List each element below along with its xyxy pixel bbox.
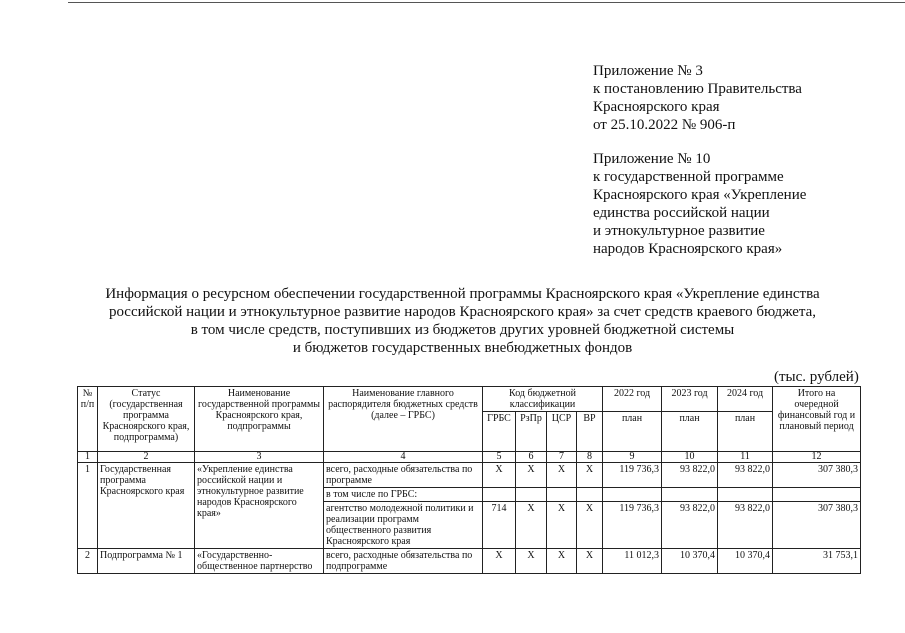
document-title [90, 285, 835, 357]
cell-empty [603, 488, 662, 502]
cell-empty [718, 488, 773, 502]
header-2022: 2022 год [603, 387, 662, 412]
cell-vr: X [577, 502, 603, 549]
cell-vr: X [577, 549, 603, 574]
cell-empty [773, 488, 861, 502]
cell-vr: X [577, 463, 603, 488]
cell-empty [483, 488, 516, 502]
cell-2023: 10 370,4 [662, 549, 718, 574]
column-number: 4 [324, 452, 483, 463]
header-rzpr: РзПр [516, 412, 547, 452]
cell-empty [516, 488, 547, 502]
column-number: 12 [773, 452, 861, 463]
cell-grbs: X [483, 549, 516, 574]
title-line: Информация о ресурсном обеспечении государственной программы Красноярского края «Укрепление единства [105, 286, 820, 302]
title-line: в том числе средств, поступивших из бюджетов других уровней бюджетной системы [190, 322, 735, 338]
cell-empty [547, 488, 577, 502]
header-plan-2022: план [603, 412, 662, 452]
cell-rzpr: X [516, 502, 547, 549]
column-number: 2 [98, 452, 195, 463]
row-name: «Укрепление единства российской нации и этнокультурное развитие народов Красноярского края» [195, 463, 324, 549]
annex-3-line: Приложение № 3 [593, 63, 703, 79]
cell-2023: 93 822,0 [662, 502, 718, 549]
annex-10-line: народов Красноярского края» [593, 241, 783, 257]
column-number: 8 [577, 452, 603, 463]
cell-csr: X [547, 502, 577, 549]
cell-total: 307 380,3 [773, 502, 861, 549]
header-plan-2024: план [718, 412, 773, 452]
annex-3-block [593, 62, 802, 134]
header-total: Итого на очередной финансовый год и плановый период [773, 387, 861, 452]
header-2024: 2024 год [718, 387, 773, 412]
title-line: российской нации и этнокультурное развитие народов Красноярского края» за счет средств краевого бюджета, [108, 304, 817, 320]
header-grbs: ГРБС [483, 412, 516, 452]
resource-table [77, 386, 861, 574]
cell-csr: X [547, 549, 577, 574]
column-number: 7 [547, 452, 577, 463]
page-top-border [68, 2, 905, 3]
annex-10-line: Приложение № 10 [593, 151, 711, 167]
row-status: Подпрограмма № 1 [98, 549, 195, 574]
annex-3-line: от 25.10.2022 № 906-п [593, 117, 736, 133]
cell-grbs: X [483, 463, 516, 488]
cell-2022: 119 736,3 [603, 502, 662, 549]
annex-10-line: к государственной программе [593, 169, 784, 185]
row-desc: всего, расходные обязательства по подпрограмме [324, 549, 483, 574]
cell-empty [577, 488, 603, 502]
column-number: 9 [603, 452, 662, 463]
cell-2022: 11 012,3 [603, 549, 662, 574]
units-label: (тыс. рублей) [774, 369, 859, 385]
cell-csr: X [547, 463, 577, 488]
cell-rzpr: X [516, 463, 547, 488]
row-desc: всего, расходные обязательства по программе [324, 463, 483, 488]
header-vr: ВР [577, 412, 603, 452]
column-number: 1 [78, 452, 98, 463]
title-line: и бюджетов государственных внебюджетных фондов [292, 340, 633, 356]
row-desc: в том числе по ГРБС: [324, 488, 483, 502]
cell-2023: 93 822,0 [662, 463, 718, 488]
header-grbs-name: Наименование главного распорядителя бюджетных средств (далее – ГРБС) [324, 387, 483, 452]
header-plan-2023: план [662, 412, 718, 452]
row-desc: агентство молодежной политики и реализации программ общественного развития Красноярского края [324, 502, 483, 549]
header-name: Наименование государственной программы Красноярского края, подпрограммы [195, 387, 324, 452]
header-status: Статус (государственная программа Красноярского края, подпрограмма) [98, 387, 195, 452]
column-number: 11 [718, 452, 773, 463]
cell-2024: 93 822,0 [718, 463, 773, 488]
header-code-group: Код бюджетной классификации [483, 387, 603, 412]
column-number: 5 [483, 452, 516, 463]
table-row [78, 549, 861, 574]
row-num: 1 [78, 463, 98, 549]
cell-total: 307 380,3 [773, 463, 861, 488]
header-csr: ЦСР [547, 412, 577, 452]
row-status: Государственная программа Красноярского края [98, 463, 195, 549]
column-number: 6 [516, 452, 547, 463]
header-num: № п/п [78, 387, 98, 452]
annex-10-line: единства российской нации [593, 205, 770, 221]
column-number-row [78, 452, 861, 463]
table-row [78, 463, 861, 488]
cell-2022: 119 736,3 [603, 463, 662, 488]
row-name: «Государственно-общественное партнерство [195, 549, 324, 574]
header-2023: 2023 год [662, 387, 718, 412]
cell-grbs: 714 [483, 502, 516, 549]
table-header-row [78, 387, 861, 412]
annex-10-line: и этнокультурное развитие [593, 223, 765, 239]
cell-2024: 10 370,4 [718, 549, 773, 574]
cell-2024: 93 822,0 [718, 502, 773, 549]
cell-empty [662, 488, 718, 502]
annex-10-line: Красноярского края «Укрепление [593, 187, 807, 203]
column-number: 3 [195, 452, 324, 463]
annex-3-line: Красноярского края [593, 99, 720, 115]
cell-total: 31 753,1 [773, 549, 861, 574]
cell-rzpr: X [516, 549, 547, 574]
row-num: 2 [78, 549, 98, 574]
annex-3-line: к постановлению Правительства [593, 81, 802, 97]
annex-10-block [593, 150, 806, 258]
column-number: 10 [662, 452, 718, 463]
